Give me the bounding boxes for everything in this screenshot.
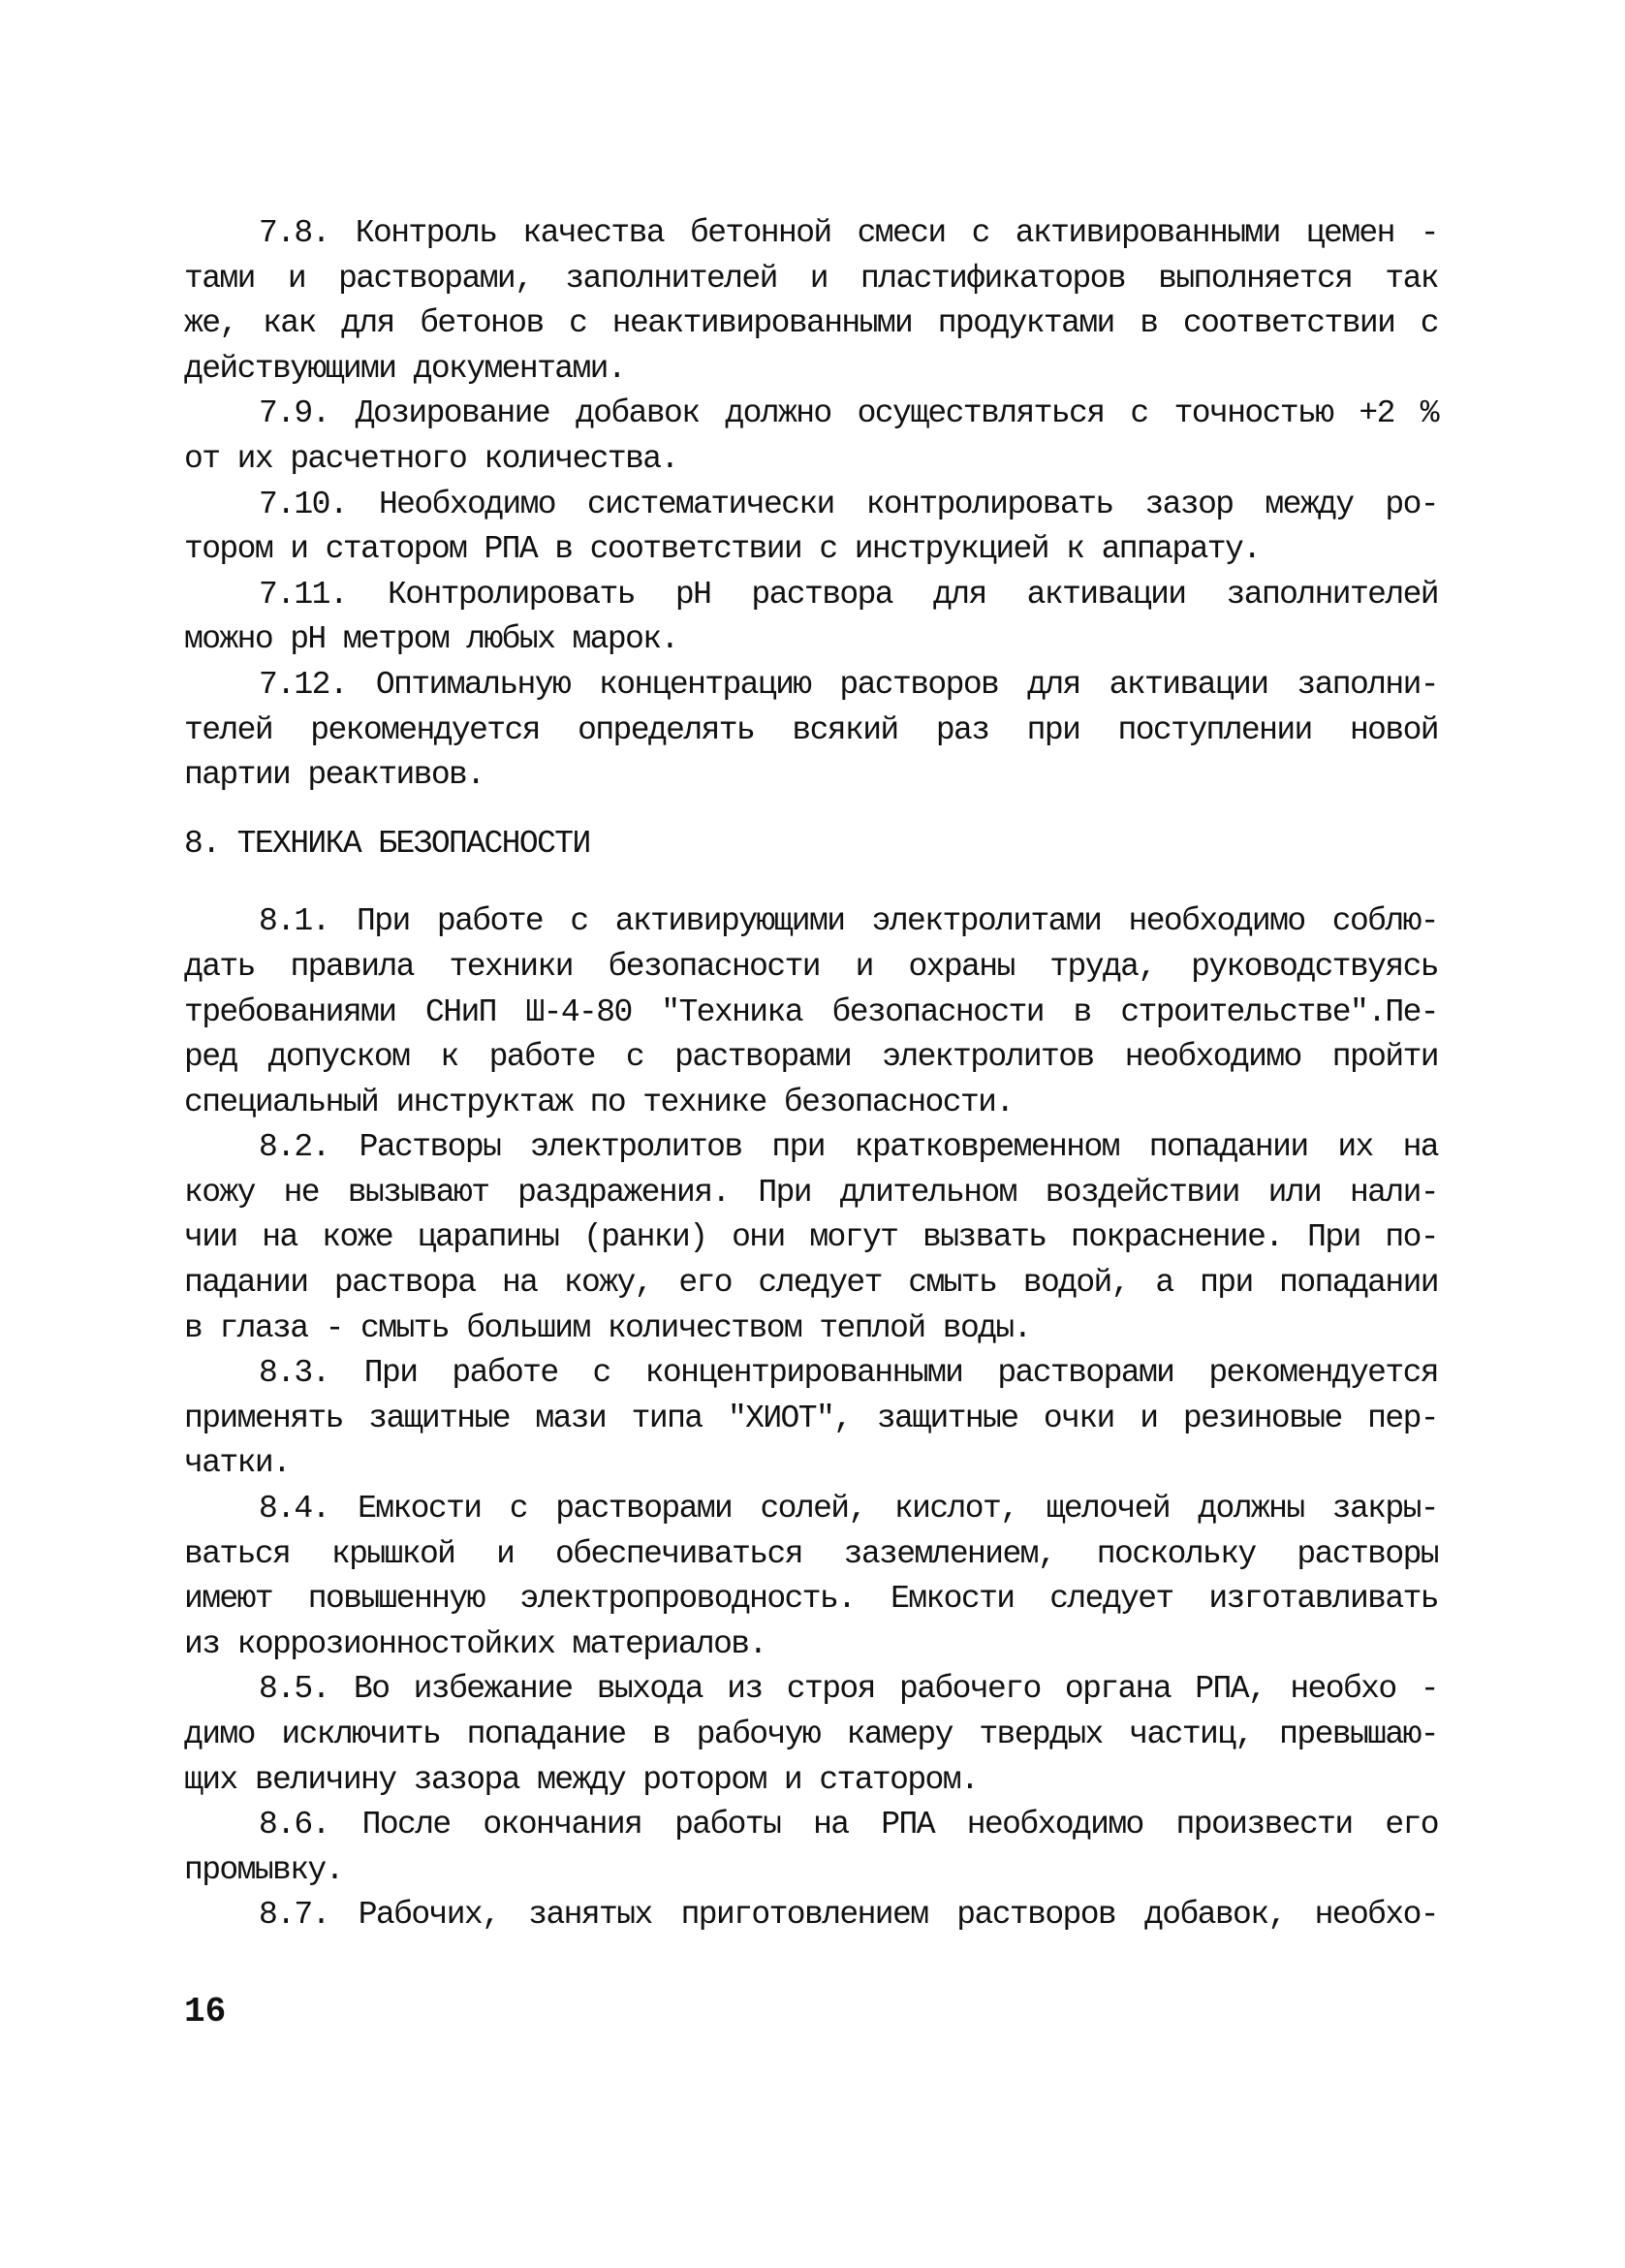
paragraph	[184, 1487, 1438, 1667]
text-line: 7.9. Дозирование добавок должно осуществляться с точностью +2 %	[259, 395, 1438, 432]
document-body	[184, 211, 1438, 1938]
text-line: кожу не вызывают раздражения. При длительном воздействии или нали-	[184, 1174, 1438, 1211]
text-line: чии на коже царапины (ранки) они могут вызвать покраснение. При по-	[184, 1219, 1438, 1256]
text-line: 7.8. Контроль качества бетонной смеси с активированными цемен -	[259, 215, 1438, 251]
text-line: действующими документами.	[184, 350, 626, 387]
text-line: в глаза - смыть большим количеством теплой воды.	[184, 1309, 1031, 1346]
text-line: из коррозионностойких материалов.	[184, 1625, 766, 1662]
paragraph	[184, 1893, 1438, 1938]
text-line: ред допуском к работе с растворами электролитов необходимо пройти	[184, 1039, 1438, 1076]
paragraph	[184, 1125, 1438, 1351]
text-line: 8.4. Емкости с растворами солей, кислот, щелочей должны закры-	[259, 1491, 1438, 1528]
text-line: тами и растворами, заполнителей и пластификаторов выполняется так	[184, 260, 1438, 297]
text-line: чатки.	[184, 1445, 291, 1482]
paragraph	[184, 663, 1438, 799]
paragraph	[184, 573, 1438, 663]
section-heading: 8. ТЕХНИКА БЕЗОПАСНОСТИ	[184, 825, 590, 862]
text-line: применять защитные мази типа "ХИОТ", защитные очки и резиновые пер-	[184, 1400, 1438, 1436]
text-line: же, как для бетонов с неактивированными продуктами в соответствии с	[184, 305, 1438, 342]
page-number: 16	[184, 1992, 227, 2032]
text-line: 7.12. Оптимальную концентрацию растворов для активации заполни-	[259, 666, 1438, 703]
text-line: дать правила техники безопасности и охраны труда, руководствуясь	[184, 948, 1438, 985]
text-line: щих величину зазора между ротором и статором.	[184, 1761, 979, 1798]
text-line: 8.7. Рабочих, занятых приготовлением растворов добавок, необхо-	[259, 1897, 1438, 1934]
text-line: 8.2. Растворы электролитов при кратковременном попадании их на	[259, 1129, 1438, 1166]
text-line: ваться крышкой и обеспечиваться заземлением, поскольку растворы	[184, 1535, 1438, 1572]
section	[184, 211, 1438, 799]
paragraph	[184, 899, 1438, 1125]
text-line: можно pH метром любых марок.	[184, 621, 678, 658]
text-line: телей рекомендуется определять всякий раз при поступлении новой	[184, 711, 1438, 748]
text-line: 8.1. При работе с активирующими электролитами необходимо соблю-	[259, 903, 1438, 940]
paragraph	[184, 1803, 1438, 1893]
text-line: от их расчетного количества.	[184, 440, 678, 477]
text-line: промывку.	[184, 1851, 343, 1888]
text-line: 7.11. Контролировать pH раствора для активации заполнителей	[259, 576, 1438, 613]
text-line: 8.6. После окончания работы на РПА необходимо произвести его	[259, 1807, 1438, 1843]
section	[184, 822, 1438, 1938]
text-line: специальный инструктаж по технике безопасности.	[184, 1084, 1014, 1120]
text-line: требованиями СНиП Ш-4-80 "Техника безопасности в строительстве".Пе-	[184, 993, 1438, 1030]
text-line: 8.3. При работе с концентрированными растворами рекомендуется	[259, 1355, 1438, 1392]
text-line: 7.10. Необходимо систематически контролировать зазор между ро-	[259, 486, 1438, 522]
paragraph	[184, 211, 1438, 392]
text-line: имеют повышенную электропроводность. Емкости следует изготавливать	[184, 1581, 1438, 1618]
text-line: димо исключить попадание в рабочую камеру твердых частиц, превышаю-	[184, 1717, 1438, 1752]
paragraph	[184, 392, 1438, 482]
paragraph	[184, 483, 1438, 573]
text-line: 8.5. Во избежание выхода из строя рабочего органа РПА, необхо -	[259, 1671, 1438, 1708]
paragraph	[184, 1667, 1438, 1803]
paragraph	[184, 1351, 1438, 1487]
text-line: партии реактивов.	[184, 757, 484, 794]
text-line: тором и статором РПА в соответствии с инструкцией к аппарату.	[184, 531, 1261, 568]
text-line: падании раствора на кожу, его следует смыть водой, а при попадании	[184, 1265, 1438, 1302]
